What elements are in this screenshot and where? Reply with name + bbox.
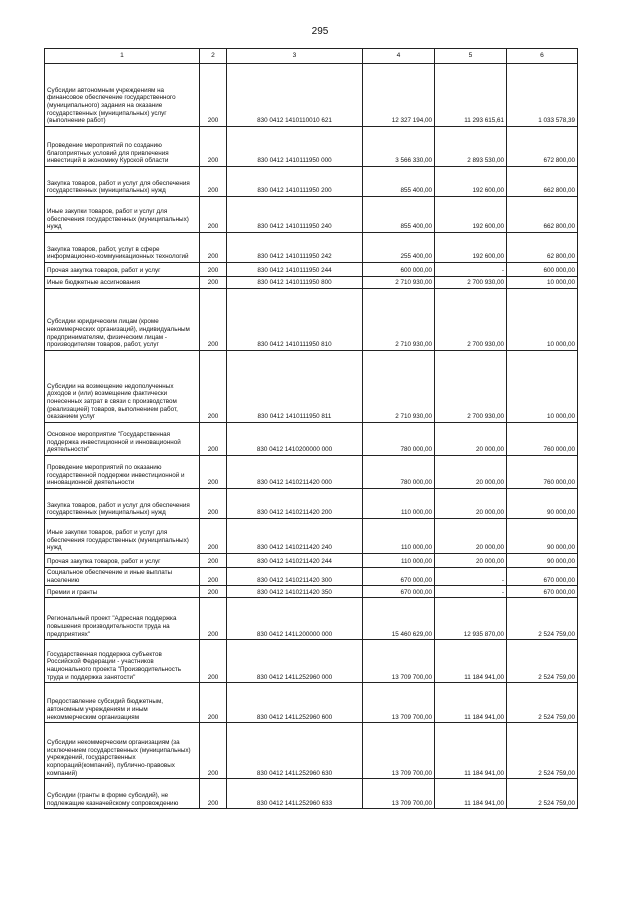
row-amount-remaining: 10 000,00 <box>507 351 578 423</box>
row-amount-executed: 11 293 615,61 <box>435 64 507 127</box>
row-grbs: 200 <box>200 277 227 289</box>
row-amount-plan: 110 000,00 <box>363 489 435 519</box>
row-grbs: 200 <box>200 167 227 197</box>
row-code: 830 0412 1410111950 810 <box>227 289 363 351</box>
row-grbs: 200 <box>200 723 227 779</box>
row-code: 830 0412 1410200000 000 <box>227 423 363 456</box>
column-header: 6 <box>507 49 578 64</box>
table-row <box>45 640 578 683</box>
row-name: Основное мероприятие "Государственная поддержка инвестиционной и инновационной деятельности" <box>45 423 200 456</box>
table-row <box>45 519 578 554</box>
row-name: Прочая закупка товаров, работ и услуг <box>45 263 200 277</box>
row-amount-executed: 192 600,00 <box>435 167 507 197</box>
row-grbs: 200 <box>200 64 227 127</box>
row-name: Проведение мероприятий по оказанию государственной поддержки инвестиционной и инновационной деятельности <box>45 456 200 489</box>
row-name: Субсидии автономным учреждениям на финансовое обеспечение государственного (муниципального) задания на оказание государственных (муниципальных) услуг (выполнение работ) <box>45 64 200 127</box>
row-amount-plan: 670 000,00 <box>363 568 435 586</box>
row-amount-plan: 855 400,00 <box>363 167 435 197</box>
row-name: Прочая закупка товаров, работ и услуг <box>45 554 200 568</box>
row-amount-executed: 2 700 930,00 <box>435 289 507 351</box>
row-amount-plan: 780 000,00 <box>363 456 435 489</box>
row-amount-plan: 2 710 930,00 <box>363 277 435 289</box>
row-amount-remaining: 760 000,00 <box>507 423 578 456</box>
table-row <box>45 423 578 456</box>
row-code: 830 0412 141L252960 633 <box>227 779 363 809</box>
row-amount-remaining: 672 800,00 <box>507 127 578 167</box>
row-grbs: 200 <box>200 598 227 640</box>
row-amount-remaining: 2 524 759,00 <box>507 640 578 683</box>
row-name: Закупка товаров, работ и услуг для обеспечения государственных (муниципальных) нужд <box>45 489 200 519</box>
row-code: 830 0412 1410111950 200 <box>227 167 363 197</box>
row-grbs: 200 <box>200 779 227 809</box>
table-row <box>45 197 578 233</box>
table-row <box>45 723 578 779</box>
row-grbs: 200 <box>200 233 227 263</box>
row-amount-remaining: 2 524 759,00 <box>507 598 578 640</box>
row-amount-remaining: 62 800,00 <box>507 233 578 263</box>
table-row <box>45 289 578 351</box>
row-name: Закупка товаров, работ и услуг для обеспечения государственных (муниципальных) нужд <box>45 167 200 197</box>
row-name: Субсидии юридическим лицам (кроме некоммерческих организаций), индивидуальным предпринимателям, физическим лицам - производителям товаров, работ, услуг <box>45 289 200 351</box>
row-name: Региональный проект "Адресная поддержка повышения производительности труда на предприятиях" <box>45 598 200 640</box>
column-header: 3 <box>227 49 363 64</box>
row-amount-executed: 20 000,00 <box>435 554 507 568</box>
row-code: 830 0412 1410111950 800 <box>227 277 363 289</box>
row-amount-plan: 13 709 700,00 <box>363 779 435 809</box>
row-amount-executed: 11 184 941,00 <box>435 779 507 809</box>
table-row <box>45 598 578 640</box>
row-grbs: 200 <box>200 640 227 683</box>
column-header: 1 <box>45 49 200 64</box>
row-name: Социальное обеспечение и иные выплаты населению <box>45 568 200 586</box>
row-name: Иные закупки товаров, работ и услуг для обеспечения государственных (муниципальных) нужд <box>45 519 200 554</box>
row-amount-remaining: 2 524 759,00 <box>507 683 578 723</box>
row-amount-executed: - <box>435 586 507 598</box>
row-amount-executed: 2 893 530,00 <box>435 127 507 167</box>
row-amount-executed: 20 000,00 <box>435 489 507 519</box>
row-code: 830 0412 1410110010 621 <box>227 64 363 127</box>
row-amount-plan: 3 566 330,00 <box>363 127 435 167</box>
row-amount-plan: 13 709 700,00 <box>363 640 435 683</box>
row-code: 830 0412 1410211420 300 <box>227 568 363 586</box>
row-name: Государственная поддержка субъектов Российской Федерации - участников национального проекта "Производительность труда и поддержка занятости" <box>45 640 200 683</box>
row-amount-remaining: 600 000,00 <box>507 263 578 277</box>
column-header: 4 <box>363 49 435 64</box>
table-row <box>45 167 578 197</box>
budget-table <box>44 48 578 809</box>
row-grbs: 200 <box>200 423 227 456</box>
row-amount-remaining: 2 524 759,00 <box>507 779 578 809</box>
row-amount-remaining: 670 000,00 <box>507 586 578 598</box>
row-amount-plan: 600 000,00 <box>363 263 435 277</box>
row-amount-remaining: 10 000,00 <box>507 289 578 351</box>
row-code: 830 0412 1410211420 200 <box>227 489 363 519</box>
row-grbs: 200 <box>200 586 227 598</box>
row-code: 830 0412 141L252960 000 <box>227 640 363 683</box>
row-amount-remaining: 1 033 578,39 <box>507 64 578 127</box>
row-code: 830 0412 1410111950 811 <box>227 351 363 423</box>
row-amount-executed: 192 600,00 <box>435 233 507 263</box>
row-name: Иные закупки товаров, работ и услуг для обеспечения государственных (муниципальных) нужд <box>45 197 200 233</box>
row-amount-plan: 15 460 629,00 <box>363 598 435 640</box>
row-amount-executed: 11 184 941,00 <box>435 683 507 723</box>
row-amount-remaining: 662 800,00 <box>507 197 578 233</box>
table-row <box>45 233 578 263</box>
row-grbs: 200 <box>200 489 227 519</box>
row-amount-executed: 20 000,00 <box>435 423 507 456</box>
column-header: 5 <box>435 49 507 64</box>
row-code: 830 0412 1410111950 242 <box>227 233 363 263</box>
row-code: 830 0412 1410111950 244 <box>227 263 363 277</box>
row-amount-executed: 2 700 930,00 <box>435 351 507 423</box>
row-amount-plan: 255 400,00 <box>363 233 435 263</box>
row-amount-executed: - <box>435 263 507 277</box>
row-amount-remaining: 90 000,00 <box>507 554 578 568</box>
table-row <box>45 554 578 568</box>
row-name: Субсидии некоммерческим организациям (за исключением государственных (муниципальных) учреждений, государственных корпораций(компаний), публично-правовых компаний) <box>45 723 200 779</box>
table-row <box>45 456 578 489</box>
row-amount-plan: 2 710 930,00 <box>363 289 435 351</box>
row-amount-plan: 780 000,00 <box>363 423 435 456</box>
row-name: Премии и гранты <box>45 586 200 598</box>
row-name: Закупка товаров, работ, услуг в сфере информационно-коммуникационных технологий <box>45 233 200 263</box>
row-name: Субсидии (гранты в форме субсидий), не подлежащие казначейскому сопровождению <box>45 779 200 809</box>
row-code: 830 0412 1410211420 244 <box>227 554 363 568</box>
row-grbs: 200 <box>200 456 227 489</box>
row-amount-plan: 2 710 930,00 <box>363 351 435 423</box>
row-code: 830 0412 1410211420 350 <box>227 586 363 598</box>
row-amount-executed: 11 184 941,00 <box>435 640 507 683</box>
row-grbs: 200 <box>200 683 227 723</box>
table-row <box>45 779 578 809</box>
table-body <box>45 64 578 809</box>
row-grbs: 200 <box>200 554 227 568</box>
row-amount-plan: 13 709 700,00 <box>363 723 435 779</box>
row-name: Проведение мероприятий по созданию благоприятных условий для привлечения инвестиций в экономику Курской области <box>45 127 200 167</box>
header-row <box>45 49 578 64</box>
row-amount-remaining: 90 000,00 <box>507 489 578 519</box>
row-name: Иные бюджетные ассигнования <box>45 277 200 289</box>
table-row <box>45 277 578 289</box>
row-amount-executed: 20 000,00 <box>435 456 507 489</box>
row-amount-remaining: 662 800,00 <box>507 167 578 197</box>
row-code: 830 0412 141L200000 000 <box>227 598 363 640</box>
row-grbs: 200 <box>200 289 227 351</box>
row-amount-plan: 12 327 194,00 <box>363 64 435 127</box>
row-name: Предоставление субсидий бюджетным, автономным учреждениям и иным некоммерческим организациям <box>45 683 200 723</box>
row-code: 830 0412 1410111950 240 <box>227 197 363 233</box>
row-amount-remaining: 90 000,00 <box>507 519 578 554</box>
row-code: 830 0412 141L252960 630 <box>227 723 363 779</box>
row-code: 830 0412 141L252960 600 <box>227 683 363 723</box>
row-amount-plan: 855 400,00 <box>363 197 435 233</box>
row-code: 830 0412 1410211420 240 <box>227 519 363 554</box>
row-amount-plan: 670 000,00 <box>363 586 435 598</box>
row-grbs: 200 <box>200 127 227 167</box>
row-amount-executed: 12 935 870,00 <box>435 598 507 640</box>
table-row <box>45 683 578 723</box>
row-code: 830 0412 1410111950 000 <box>227 127 363 167</box>
row-amount-executed: 20 000,00 <box>435 519 507 554</box>
column-header: 2 <box>200 49 227 64</box>
table-header <box>45 49 578 64</box>
page-number: 295 <box>311 26 329 37</box>
table-row <box>45 351 578 423</box>
table-row <box>45 64 578 127</box>
row-name: Субсидии на возмещение недополученных доходов и (или) возмещение фактически понесенных затрат в связи с производством (реализацией) товаров, выполнением работ, оказанием услуг <box>45 351 200 423</box>
row-grbs: 200 <box>200 351 227 423</box>
row-grbs: 200 <box>200 197 227 233</box>
row-amount-plan: 110 000,00 <box>363 554 435 568</box>
row-amount-executed: 192 600,00 <box>435 197 507 233</box>
row-amount-remaining: 2 524 759,00 <box>507 723 578 779</box>
row-amount-plan: 13 709 700,00 <box>363 683 435 723</box>
table-row <box>45 586 578 598</box>
row-amount-executed: - <box>435 568 507 586</box>
row-amount-executed: 11 184 941,00 <box>435 723 507 779</box>
table-row <box>45 489 578 519</box>
row-grbs: 200 <box>200 568 227 586</box>
row-amount-remaining: 10 000,00 <box>507 277 578 289</box>
row-code: 830 0412 1410211420 000 <box>227 456 363 489</box>
row-amount-plan: 110 000,00 <box>363 519 435 554</box>
row-amount-executed: 2 700 930,00 <box>435 277 507 289</box>
row-amount-remaining: 670 000,00 <box>507 568 578 586</box>
row-amount-remaining: 760 000,00 <box>507 456 578 489</box>
table-row <box>45 127 578 167</box>
table-row <box>45 568 578 586</box>
table-row <box>45 263 578 277</box>
row-grbs: 200 <box>200 519 227 554</box>
row-grbs: 200 <box>200 263 227 277</box>
